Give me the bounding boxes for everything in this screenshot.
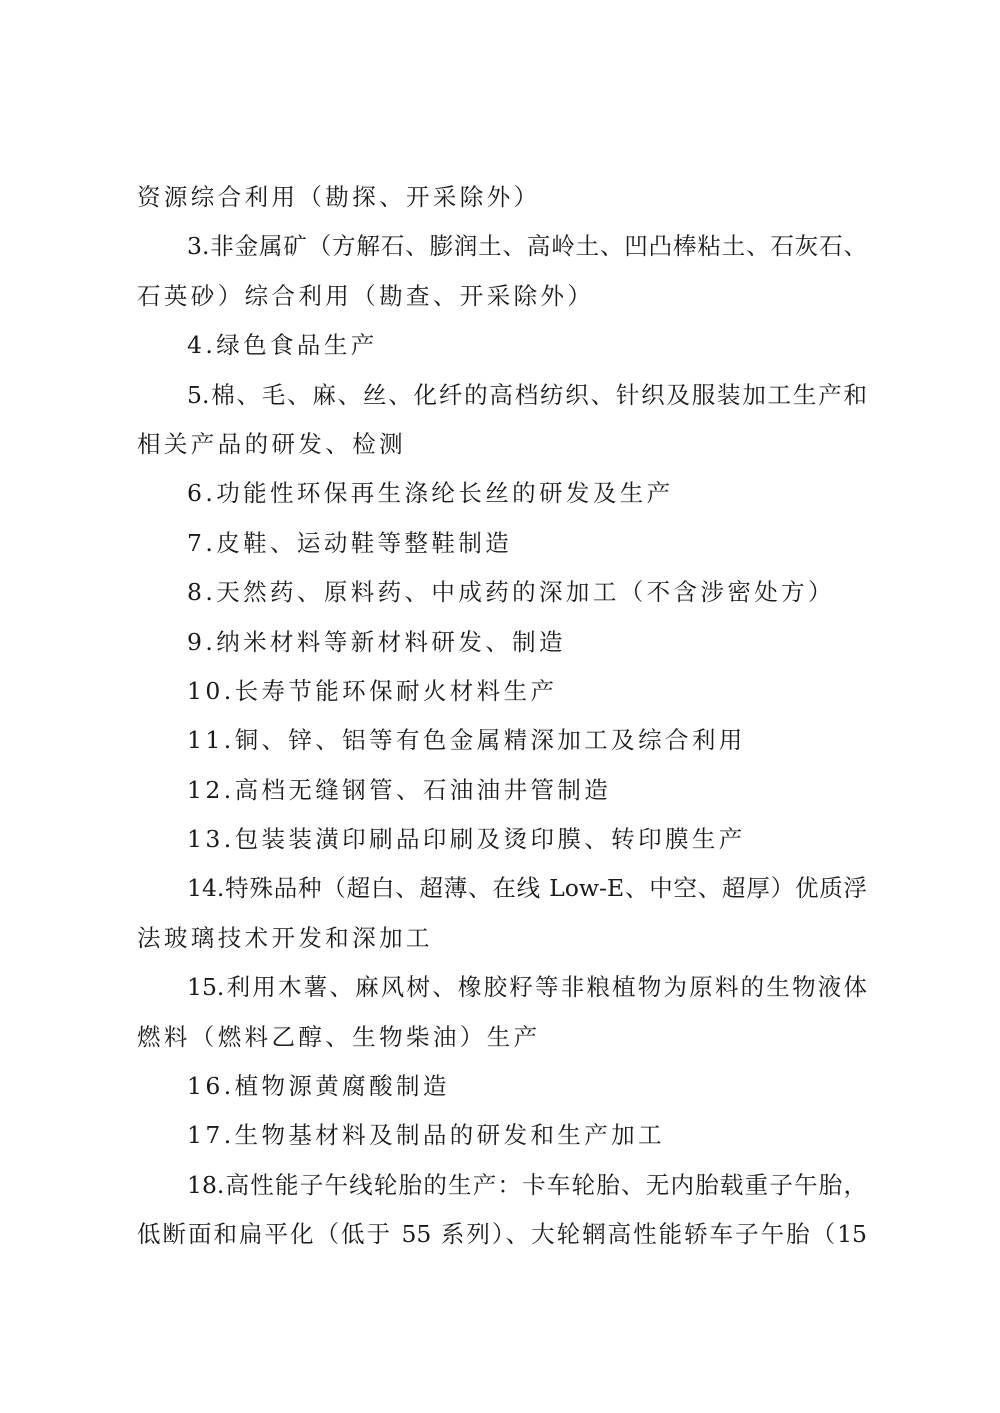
list-item-5: 5.棉、毛、麻、丝、化纤的高档纺织、针织及服装加工生产和 <box>187 380 867 409</box>
document-body <box>137 173 867 1260</box>
list-item-3: 3.非金属矿（方解石、膨润土、高岭土、凹凸棒粘土、石灰石、 <box>187 232 867 261</box>
list-item-13: 13.包装装潢印刷品印刷及烫印膜、转印膜生产 <box>187 825 746 854</box>
list-item-15: 15.利用木薯、麻风树、橡胶籽等非粮植物为原料的生物液体 <box>187 973 867 1002</box>
list-item-10: 10.长寿节能环保耐火材料生产 <box>187 676 558 705</box>
list-item-17: 17.生物基材料及制品的研发和生产加工 <box>187 1121 665 1150</box>
list-item-7: 7.皮鞋、运动鞋等整鞋制造 <box>187 528 513 557</box>
text-line: 低断面和扁平化（低于 55 系列）、大轮辋高性能轿车子午胎（15 <box>137 1220 867 1249</box>
text-line: 相关产品的研发、检测 <box>137 429 406 458</box>
list-item-16: 16.植物源黄腐酸制造 <box>187 1072 450 1101</box>
list-item-9: 9.纳米材料等新材料研发、制造 <box>187 627 566 656</box>
text-line: 石英砂）综合利用（勘查、开采除外） <box>137 281 595 310</box>
list-item-14: 14.特殊品种（超白、超薄、在线 Low-E、中空、超厚）优质浮 <box>187 874 867 903</box>
list-item-8: 8.天然药、原料药、中成药的深加工（不含涉密处方） <box>187 578 835 607</box>
list-item-12: 12.高档无缝钢管、石油油井管制造 <box>187 775 612 804</box>
list-item-11: 11.铜、锌、铝等有色金属精深加工及综合利用 <box>187 726 746 755</box>
text-line: 法玻璃技术开发和深加工 <box>137 923 433 952</box>
text-line: 燃料（燃料乙醇、生物柴油）生产 <box>137 1022 541 1051</box>
list-item-4: 4.绿色食品生产 <box>187 331 378 360</box>
text-line: 资源综合利用（勘探、开采除外） <box>137 183 541 211</box>
list-item-18: 18.高性能子午线轮胎的生产：卡车轮胎、无内胎载重子午胎， <box>187 1170 867 1199</box>
list-item-6: 6.功能性环保再生涤纶长丝的研发及生产 <box>187 479 674 508</box>
